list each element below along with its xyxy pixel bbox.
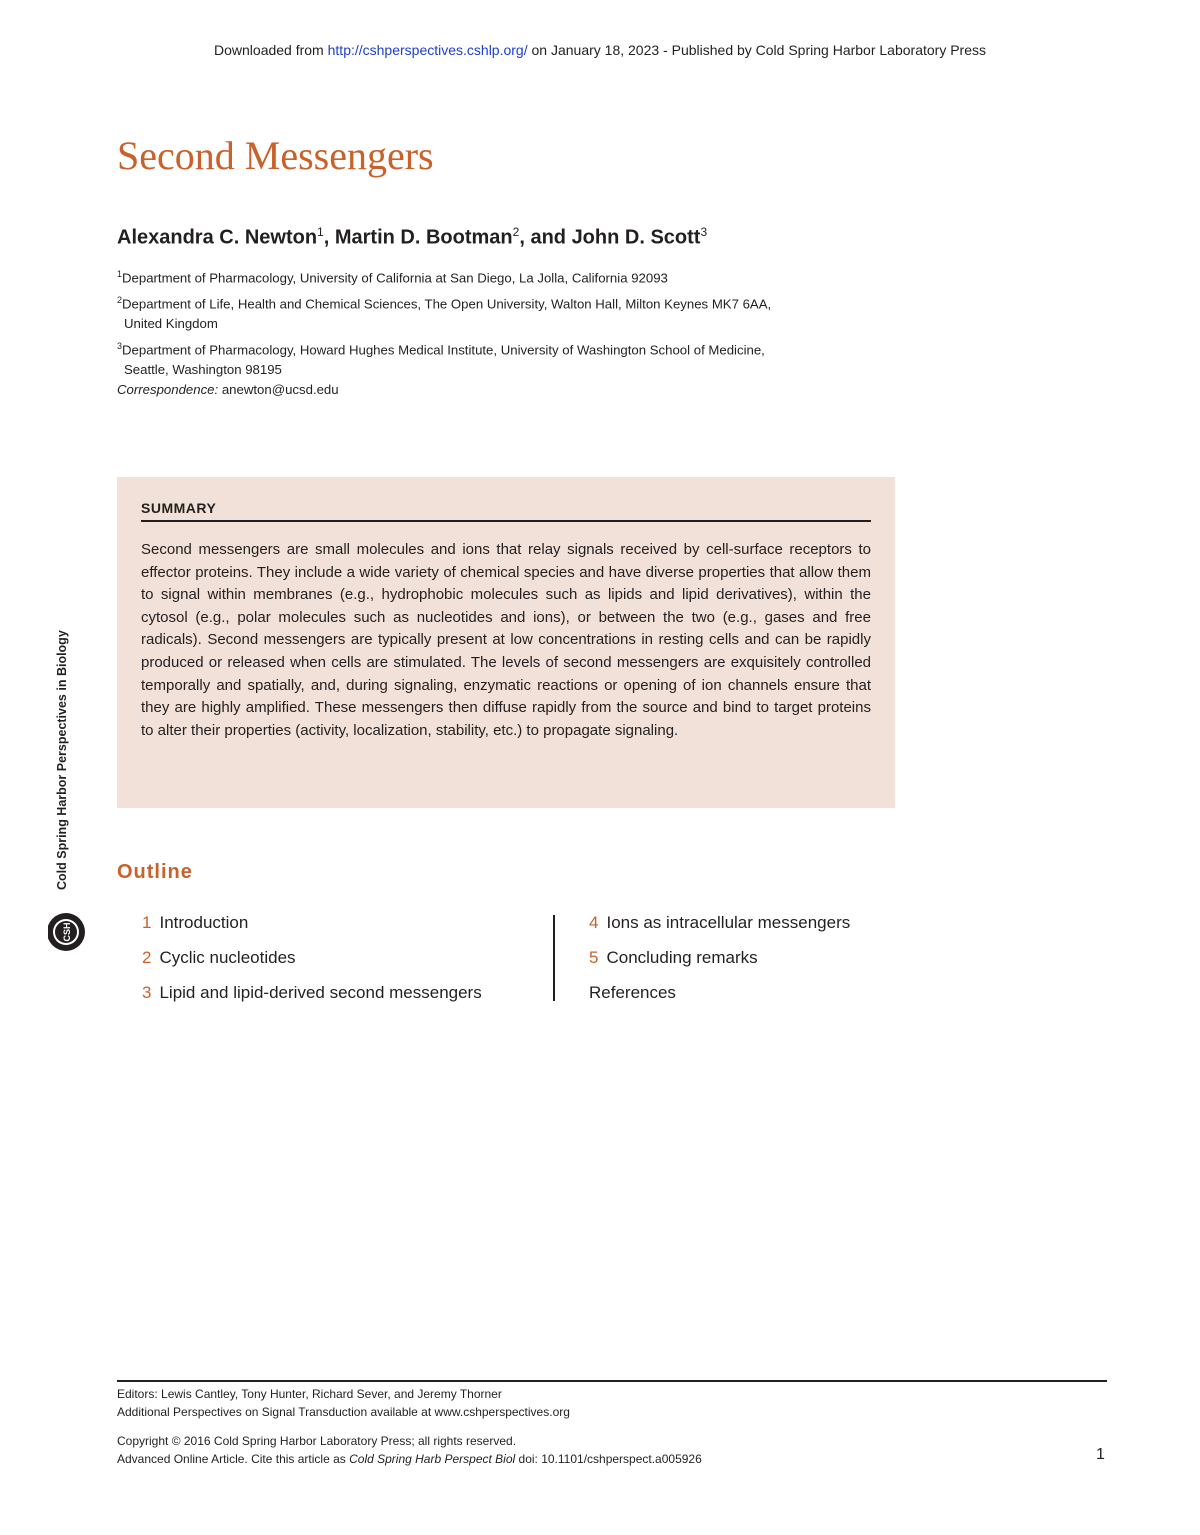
outline-item-label: Concluding remarks [606,948,758,967]
affiliation-text: Department of Pharmacology, University of California at San Diego, La Jolla, California 92093 [122,270,668,286]
correspondence-label: Correspondence: [117,382,219,397]
csh-logo-text: CSH [62,922,72,942]
author-separator: , [323,226,335,249]
author-affiliation-mark: 3 [700,225,708,239]
affiliation-text: Department of Life, Health and Chemical Sciences, The Open University, Walton Hall, Milton Keynes MK7 6AA, [122,296,772,312]
author-list [117,225,707,250]
summary-heading: SUMMARY [141,500,217,516]
outline-item-cyclic-nucleotides[interactable] [142,948,296,968]
download-prefix: Downloaded from [214,42,328,58]
citation-journal: Cold Spring Harb Perspect Biol [349,1452,516,1466]
affiliation-1 [117,264,897,288]
affiliation-mark: 1 [117,269,123,279]
outline-item-ions[interactable] [589,913,850,933]
outline-item-label: Introduction [159,913,249,932]
outline-column-divider [553,915,555,1001]
affiliation-text-continued: United Kingdom [124,316,218,332]
affiliation-3 [117,336,897,380]
outline-item-label: Lipid and lipid-derived second messengers [159,983,482,1002]
outline-item-number: 2 [142,948,152,967]
footer-additional-perspectives: Additional Perspectives on Signal Transduction available at www.cshperspectives.org [117,1405,570,1419]
author-affiliation-mark: 2 [512,225,520,239]
affiliation-mark: 2 [117,295,123,305]
outline-item-concluding-remarks[interactable] [589,948,758,968]
affiliation-2 [117,290,897,334]
journal-sidebar-title: Cold Spring Harbor Perspectives in Biology [55,630,69,890]
author-affiliation-mark: 1 [317,225,324,239]
outline-item-label: Cyclic nucleotides [159,948,296,967]
footer-copyright: Copyright © 2016 Cold Spring Harbor Laboratory Press; all rights reserved. [117,1434,517,1448]
outline-item-lipid-messengers[interactable] [142,983,482,1003]
affiliation-mark: 3 [117,341,123,351]
correspondence [117,382,339,397]
outline-item-number: 1 [142,913,152,932]
citation-doi: doi: 10.1101/cshperspect.a005926 [515,1452,702,1466]
csh-logo-icon [48,913,85,951]
affiliation-text: Department of Pharmacology, Howard Hughes Medical Institute, University of Washington School of Medicine, [122,342,765,358]
download-link[interactable]: http://cshperspectives.cshlp.org/ [327,42,528,58]
page-number: 1 [1096,1446,1105,1463]
journal-sidebar [48,590,92,960]
article-title: Second Messengers [117,133,434,178]
outline-item-label: References [589,983,676,1002]
affiliation-text-continued: Seattle, Washington 98195 [124,362,282,378]
outline-item-references[interactable] [589,983,676,1003]
author-name: Martin D. Bootman [334,226,513,249]
outline-item-number: 4 [589,913,599,932]
footer-citation [117,1452,702,1466]
outline-item-number: 5 [589,948,599,967]
correspondence-email[interactable]: anewton@ucsd.edu [218,382,339,397]
summary-box [117,477,895,808]
footer-divider [117,1380,1107,1382]
summary-text: Second messengers are small molecules and ions that relay signals received by cell-surface receptors to effector proteins. They include a wide variety of chemical species and have diverse properties that allow them to signal within membranes (e.g., hydrophobic molecules such as lipids and lipid derivatives), within the cytosol (e.g., polar molecules such as nucleotides and ions), or between the two (e.g., gases and free radicals). Second messengers are typically present at low concentrations in resting cells and can be rapidly produced or released when cells are stimulated. The levels of second messengers are exquisitely controlled temporally and spatially, and, during signaling, enzymatic reactions or opening of ion channels ensure that they are highly amplified. These messengers then diffuse rapidly from the source and bind to target proteins to alter their properties (activity, localization, stability, etc.) to propagate signaling. [141,541,871,739]
outline-item-number: 3 [142,983,152,1002]
author-name: John D. Scott [571,226,701,249]
outline-item-label: Ions as intracellular messengers [606,913,851,932]
author-name: Alexandra C. Newton [117,226,318,249]
summary-divider [141,520,871,522]
download-notice [0,42,1200,58]
outline-item-introduction[interactable] [142,913,248,933]
outline-heading: Outline [117,861,193,883]
download-suffix: on January 18, 2023 - Published by Cold Spring Harbor Laboratory Press [527,42,986,58]
author-separator: , and [519,226,572,249]
footer-editors: Editors: Lewis Cantley, Tony Hunter, Richard Sever, and Jeremy Thorner [117,1387,502,1401]
citation-prefix: Advanced Online Article. Cite this article as [117,1452,350,1466]
